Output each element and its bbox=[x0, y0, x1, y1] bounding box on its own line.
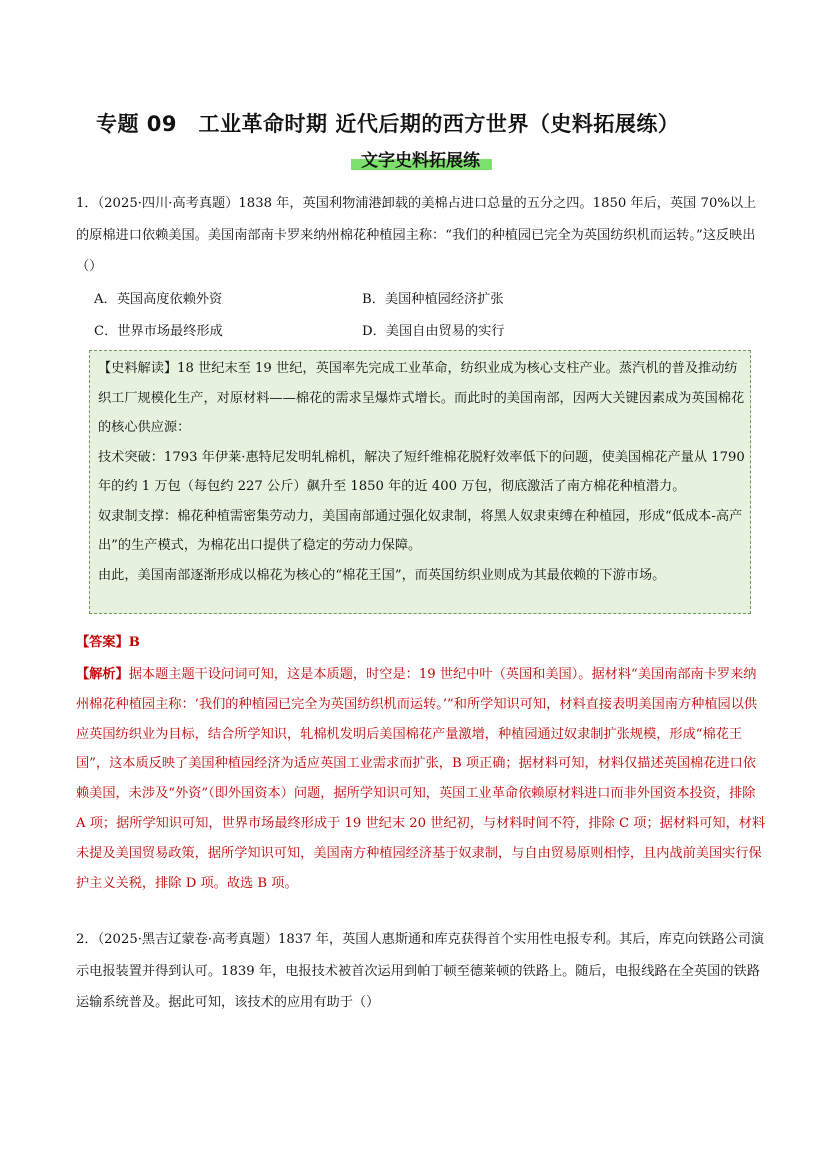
analysis-tag: 【解析】 bbox=[76, 667, 129, 682]
page-title: 专题 09 工业革命时期 近代后期的西方世界（史料拓展练） bbox=[96, 112, 680, 136]
note-paragraph-2: 技术突破：1793 年伊莱·惠特尼发明轧棉机，解决了短纤维棉花脱籽效率低下的问题，使美国棉花产量从 1790 年的约 1 万包（每包约 227 公斤）飙升至 1850 年的近 400 万包，彻底激活了南方棉花种植潜力。 bbox=[98, 449, 745, 494]
question-1-answer: 【答案】B bbox=[76, 635, 140, 650]
question-1-options bbox=[94, 284, 714, 348]
question-2-stem: 2．（2025·黑吉辽蒙卷·高考真题）1837 年，英国人惠斯通和库克获得首个实用性电报专利。其后，库克向铁路公司演示电报装置并得到认可。1839 年，电报技术被首次运用到帕丁顿至德莱顿的铁路上。随后，电报线路在全英国的铁路运输系统普及。据此可知，该技术的应用有助于（） bbox=[76, 932, 765, 1010]
question-1-analysis bbox=[76, 660, 766, 898]
question-1-stem: 1．（2025·四川·高考真题）1838 年，英国利物浦港卸载的美棉占进口总量的五分之四。1850 年后，英国 70%以上的原棉进口依赖美国。美国南部南卡罗来纳州棉花种植园主称：“我们的种植园已完全为英国纺织机而运转。”这反映出（） bbox=[76, 196, 757, 274]
option-b: B．美国种植园经济扩张 bbox=[362, 292, 504, 307]
options-row-2 bbox=[94, 316, 714, 348]
note-paragraph-1: 【史料解读】18 世纪末至 19 世纪，英国率先完成工业革命，纺织业成为核心支柱产业。蒸汽机的普及推动纺织工厂规模化生产，对原材料——棉花的需求呈爆炸式增长。而此时的美国南部，因两大关键因素成为英国棉花的核心供应源： bbox=[98, 361, 745, 435]
note-paragraph-4: 由此，美国南部逐渐形成以棉花为核心的“棉花王国”，而英国纺织业则成为其最依赖的下游市场。 bbox=[98, 567, 666, 583]
options-row-1 bbox=[94, 284, 714, 316]
section-heading bbox=[355, 146, 486, 171]
option-d: D．美国自由贸易的实行 bbox=[362, 324, 505, 339]
section-heading-text: 文字史料拓展练 bbox=[361, 151, 480, 171]
source-interpretation-box bbox=[89, 350, 751, 614]
section-heading-wrap bbox=[0, 146, 827, 171]
option-a: A．英国高度依赖外资 bbox=[94, 292, 223, 307]
note-paragraph-3: 奴隶制支撑：棉花种植需密集劳动力，美国南部通过强化奴隶制，将黑人奴隶束缚在种植园，形成“低成本-高产出”的生产模式，为棉花出口提供了稳定的劳动力保障。 bbox=[98, 508, 743, 553]
option-c: C．世界市场最终形成 bbox=[94, 324, 223, 339]
analysis-text: 据本题主题干设问词可知，这是本质题，时空是：19 世纪中叶（英国和美国）。据材料“美国南部南卡罗来纳州棉花种植园主称：‘我们的种植园已完全为英国纺织机而运转。’”和所学知识可知，材料直接表明美国南方种植园以供应英国纺织业为目标，结合所学知识，轧棉机发明后美国棉花产量激增，种植园通过奴隶制扩张规模，形成“棉花王国”，这本质反映了美国种植园经济为适应英国工业需求而扩张，B 项正确；据材料可知，材料仅描述英国棉花进口依赖美国，未涉及“外资”（即外国资本）问题，据所学知识可知，英国工业革命依赖原材料进口而非外国资本投资，排除 A 项；据所学知识可知，世界市场最终形成于 19 世纪末 20 世纪初，与材料时间不符，排除 C 项；据材料可知，材料未提及美国贸易政策，据所学知识可知，美国南方种植园经济基于奴隶制，与自由贸易原则相悖，且内战前美国实行保护主义关税，排除 D 项。故选 B 项。 bbox=[76, 667, 766, 891]
